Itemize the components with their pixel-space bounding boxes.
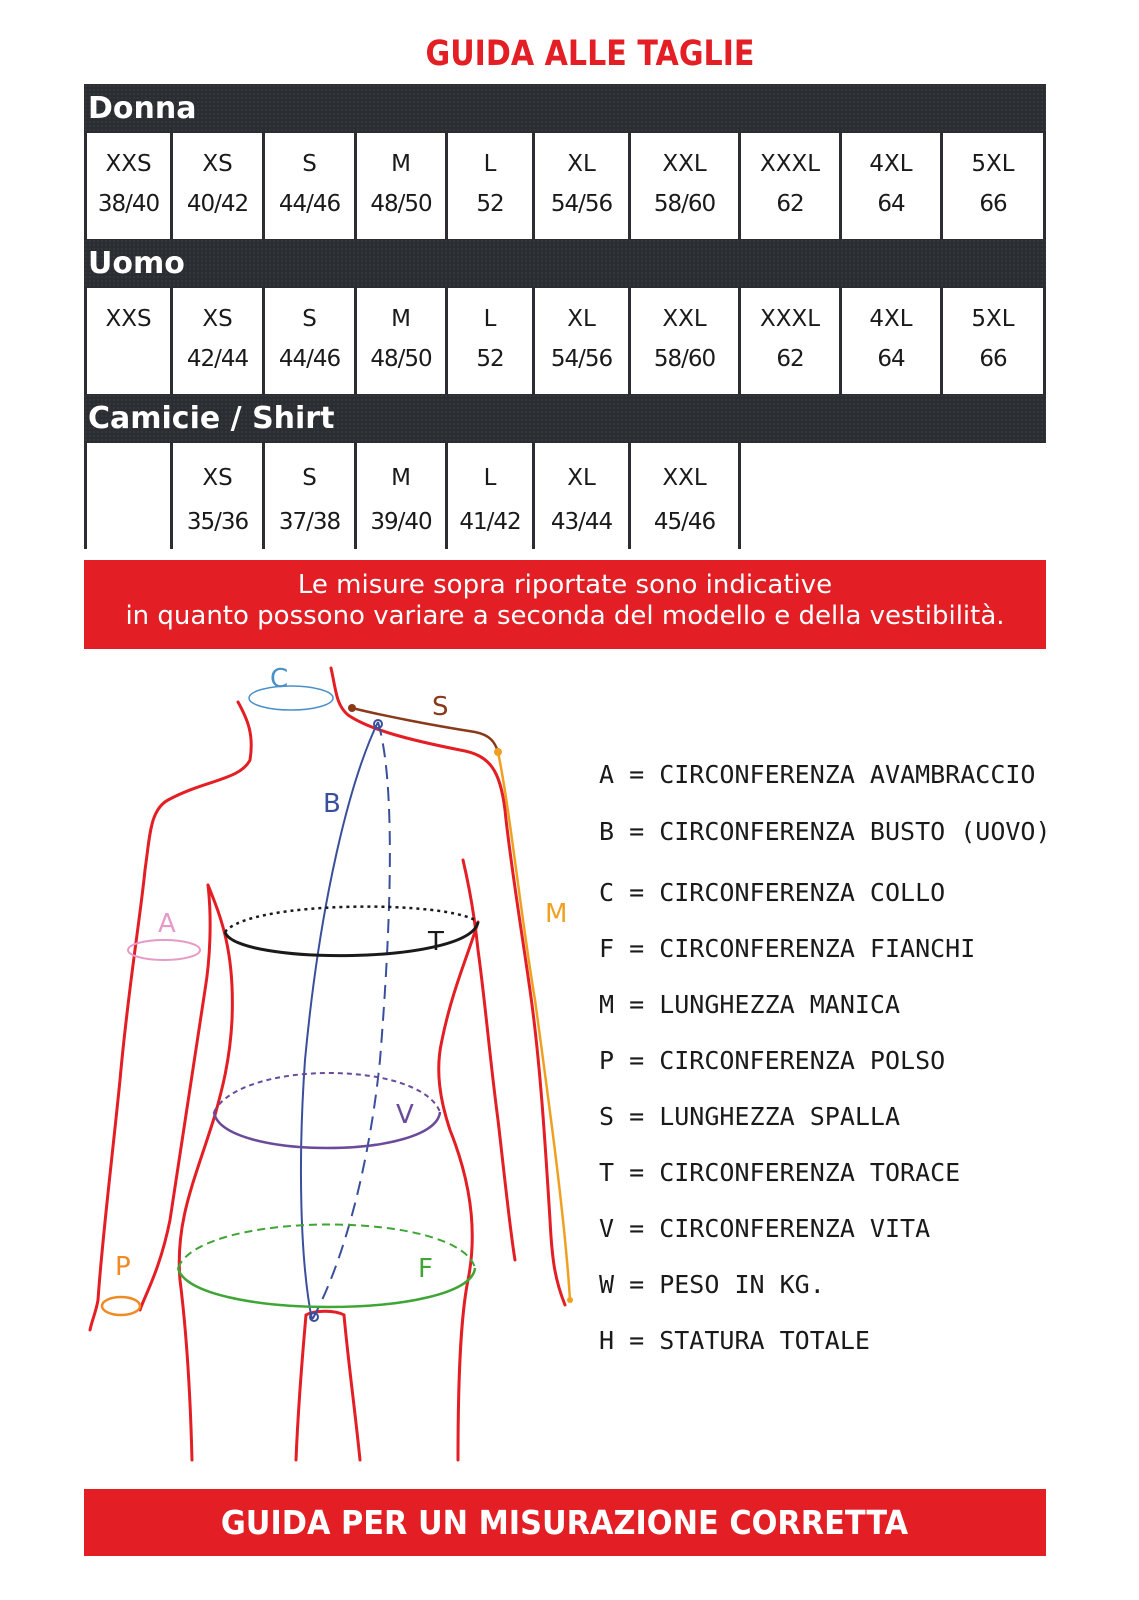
disclaimer-line-1: Le misure sopra riportate sono indicative (297, 570, 833, 600)
size-cell (354, 288, 445, 394)
measure-s-shoulder (348, 692, 502, 756)
size-label: XXL (662, 151, 707, 177)
size-label: S (302, 151, 317, 177)
label-f: F (418, 1254, 433, 1284)
size-label: XXL (662, 465, 707, 491)
measure-t-chest (225, 907, 478, 957)
legend-item: S = LUNGHEZZA SPALLA (599, 1102, 901, 1131)
size-number: 38/40 (97, 191, 160, 217)
size-number: 42/44 (186, 346, 249, 372)
size-cell (262, 133, 354, 239)
size-label: XXXL (759, 306, 821, 332)
size-number: 64 (877, 191, 905, 217)
legend-item: H = STATURA TOTALE (599, 1326, 870, 1355)
size-cell (628, 443, 738, 549)
section-header-shirt: Camicie / Shirt (84, 394, 1046, 443)
size-label: XXS (105, 306, 152, 332)
size-label: S (302, 465, 317, 491)
label-p: P (115, 1252, 131, 1282)
size-cell (262, 288, 354, 394)
label-a: A (158, 909, 176, 939)
size-number: 35/36 (186, 509, 249, 535)
size-number: 39/40 (370, 509, 432, 535)
size-number: 44/46 (278, 346, 341, 372)
size-label: 4XL (869, 306, 913, 332)
legend-item: T = CIRCONFERENZA TORACE (599, 1158, 961, 1187)
legend-item: A = CIRCONFERENZA AVAMBRACCIO (599, 760, 1036, 789)
size-number: 52 (476, 191, 504, 217)
size-label: L (483, 465, 497, 491)
size-number: 54/56 (550, 346, 613, 372)
label-b: B (323, 789, 341, 819)
size-cell (170, 443, 262, 549)
size-cell (445, 288, 532, 394)
size-number: 43/44 (550, 509, 613, 535)
bottom-banner (84, 1489, 1046, 1556)
size-number: 58/60 (653, 346, 716, 372)
size-label: XXS (105, 151, 152, 177)
size-label: XXXL (759, 151, 821, 177)
measure-c-neck (249, 664, 333, 710)
row-border (738, 443, 741, 549)
size-number: 64 (877, 346, 905, 372)
size-number: 40/42 (186, 191, 249, 217)
size-cell (170, 133, 262, 239)
size-label: XXL (662, 306, 707, 332)
body-measurement-figure (0, 660, 600, 1490)
size-cell (839, 288, 940, 394)
measure-f-hips (178, 1225, 475, 1308)
size-label: XS (202, 306, 233, 332)
size-cell (445, 133, 532, 239)
size-cell (940, 288, 1043, 394)
body-outline (90, 668, 568, 1460)
size-number: 48/50 (370, 346, 432, 372)
size-label: XS (202, 465, 233, 491)
size-cell (84, 288, 170, 394)
label-m: M (545, 899, 568, 929)
size-number: 66 (979, 346, 1007, 372)
size-number: 48/50 (370, 191, 432, 217)
size-number: 66 (979, 191, 1007, 217)
size-number: 58/60 (653, 191, 716, 217)
size-cell (628, 133, 738, 239)
size-cell (628, 288, 738, 394)
size-label: S (302, 306, 317, 332)
section-header-uomo: Uomo (84, 239, 1046, 288)
size-cell (532, 133, 628, 239)
size-number: 37/38 (278, 509, 341, 535)
size-cell (738, 133, 839, 239)
measure-v-waist (214, 1073, 440, 1148)
section-header-donna: Donna (84, 84, 1046, 133)
size-label: M (391, 306, 411, 332)
size-label: M (391, 151, 411, 177)
size-number: 41/42 (459, 509, 521, 535)
page-title: GUIDA ALLE TAGLIE (425, 34, 755, 74)
measure-p-wrist (102, 1252, 140, 1315)
bottom-banner-text: GUIDA PER UN MISURAZIONE CORRETTA (221, 1503, 909, 1542)
size-label: L (483, 151, 497, 177)
size-number: 62 (776, 346, 804, 372)
disclaimer-banner (84, 560, 1046, 649)
disclaimer-line-2: in quanto possono variare a seconda del modello e della vestibilità. (125, 601, 1005, 631)
label-t: T (428, 927, 444, 957)
size-cell (354, 443, 445, 549)
size-cell (839, 133, 940, 239)
measure-b-bust (301, 720, 390, 1321)
size-number: 52 (476, 346, 504, 372)
label-c: C (270, 664, 289, 694)
legend-item: W = PESO IN KG. (599, 1270, 825, 1299)
size-cell (170, 288, 262, 394)
size-cell (84, 443, 170, 549)
legend-item: P = CIRCONFERENZA POLSO (599, 1046, 946, 1075)
size-number: 54/56 (550, 191, 613, 217)
size-label: XS (202, 151, 233, 177)
size-cell (262, 443, 354, 549)
size-label: 4XL (869, 151, 913, 177)
size-cell (532, 288, 628, 394)
row-border (1043, 288, 1046, 394)
label-s: S (432, 692, 449, 722)
size-cell (738, 288, 839, 394)
size-cell (940, 133, 1043, 239)
size-cell (532, 443, 628, 549)
size-cell (445, 443, 532, 549)
legend-item: V = CIRCONFERENZA VITA (599, 1214, 931, 1243)
size-label: XL (567, 465, 596, 491)
size-label: XL (567, 306, 596, 332)
size-number: 44/46 (278, 191, 341, 217)
size-label: 5XL (971, 151, 1015, 177)
size-number: 45/46 (653, 509, 716, 535)
legend-item: M = LUNGHEZZA MANICA (599, 990, 901, 1019)
legend-item: C = CIRCONFERENZA COLLO (599, 878, 946, 907)
size-label: XL (567, 151, 596, 177)
label-v: V (396, 1100, 414, 1130)
size-label: L (483, 306, 497, 332)
size-label: M (391, 465, 411, 491)
size-cell (354, 133, 445, 239)
legend-item: B = CIRCONFERENZA BUSTO (UOVO) (599, 817, 1051, 846)
legend-item: F = CIRCONFERENZA FIANCHI (599, 934, 976, 963)
size-number: 62 (776, 191, 804, 217)
size-label: 5XL (971, 306, 1015, 332)
row-border (1043, 133, 1046, 239)
size-cell (84, 133, 170, 239)
